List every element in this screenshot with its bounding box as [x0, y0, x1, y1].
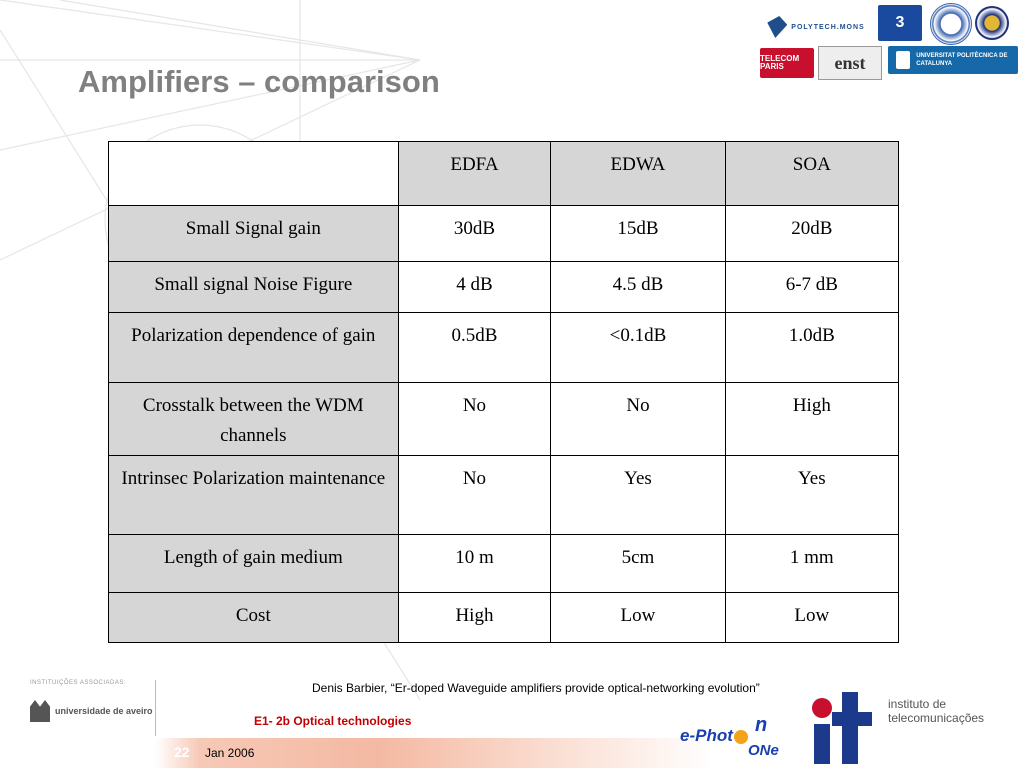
table-row	[109, 313, 899, 383]
table-cell: Low	[725, 593, 898, 643]
table-cell: No	[398, 456, 551, 535]
table-cell: 1.0dB	[725, 313, 898, 383]
table-cell: 4.5 dB	[551, 262, 725, 313]
table-row	[109, 456, 899, 535]
table-cell: 20dB	[725, 206, 898, 262]
enst-logo-text: enst	[834, 52, 866, 73]
associated-institutions-label: INSTITUIÇÕES ASSOCIADAS:	[30, 680, 127, 686]
row-label: Polarization dependence of gain	[109, 313, 399, 383]
header-cell-edfa: EDFA	[398, 142, 551, 206]
table-cell: 4 dB	[398, 262, 551, 313]
blue-institution-logo: 3	[878, 5, 922, 41]
table-row	[109, 535, 899, 593]
ephoton-one-text: ONe	[748, 742, 779, 759]
table-row	[109, 206, 899, 262]
table-row	[109, 593, 899, 643]
aveiro-mark-icon	[30, 700, 50, 722]
enst-bretagne-logo	[818, 46, 882, 80]
e-photon-one-logo	[680, 714, 779, 759]
ephoton-text: e-Phot	[680, 726, 733, 745]
ephoton-n-text: n	[755, 714, 768, 736]
table-cell: Yes	[725, 456, 898, 535]
footer-date: Jan 2006	[205, 746, 255, 760]
header-cell-empty	[109, 142, 399, 206]
header-cell-soa: SOA	[725, 142, 898, 206]
upc-logo	[888, 46, 1018, 74]
table-cell: 6-7 dB	[725, 262, 898, 313]
table-cell: 30dB	[398, 206, 551, 262]
row-label: Intrinsec Polarization maintenance	[109, 456, 399, 535]
row-label: Small Signal gain	[109, 206, 399, 262]
telecom-logo-text: TELECOM PARIS	[760, 54, 800, 71]
table-cell: No	[398, 383, 551, 456]
ephoton-globe-icon	[734, 730, 748, 744]
citation-text: Denis Barbier, “Er-doped Waveguide amplifiers provide optical-networking evolution”	[312, 681, 760, 695]
table-cell: No	[551, 383, 725, 456]
it-logo-text: instituto de telecomunicações	[888, 697, 985, 725]
table-row	[109, 383, 899, 456]
it-logo-icon	[808, 688, 884, 766]
row-label: Crosstalk between the WDM channels	[109, 383, 399, 456]
footer-divider	[155, 680, 156, 736]
polytech-mons-logo	[760, 12, 872, 42]
table-cell: Low	[551, 593, 725, 643]
table-cell: 5cm	[551, 535, 725, 593]
polytech-mark-icon	[767, 16, 787, 38]
slide-title: Amplifiers – comparison	[78, 64, 440, 99]
table-row	[109, 262, 899, 313]
telecom-paris-logo	[760, 48, 814, 78]
university-crest-logo	[975, 6, 1009, 40]
table-cell: High	[398, 593, 551, 643]
header-cell-edwa: EDWA	[551, 142, 725, 206]
table-cell: High	[725, 383, 898, 456]
table-cell: Yes	[551, 456, 725, 535]
upc-logo-text: UNIVERSITAT POLITÈCNICA DE CATALUNYA	[916, 53, 1008, 67]
amplifier-comparison-table	[108, 141, 899, 643]
aveiro-logo-text: universidade de aveiro	[55, 706, 153, 716]
table-cell: <0.1dB	[551, 313, 725, 383]
row-label: Small signal Noise Figure	[109, 262, 399, 313]
university-seal-logo	[930, 3, 972, 45]
table-cell: 1 mm	[725, 535, 898, 593]
upc-mark-icon	[896, 51, 910, 69]
row-label: Length of gain medium	[109, 535, 399, 593]
row-label: Cost	[109, 593, 399, 643]
page-number: 22	[174, 744, 190, 760]
polytech-logo-text: POLYTECH.MONS	[791, 23, 865, 31]
table-header-row	[109, 142, 899, 206]
footer-topic: E1- 2b Optical technologies	[254, 714, 412, 728]
table-cell: 10 m	[398, 535, 551, 593]
aveiro-logo	[30, 700, 153, 722]
table-cell: 0.5dB	[398, 313, 551, 383]
table-cell: 15dB	[551, 206, 725, 262]
